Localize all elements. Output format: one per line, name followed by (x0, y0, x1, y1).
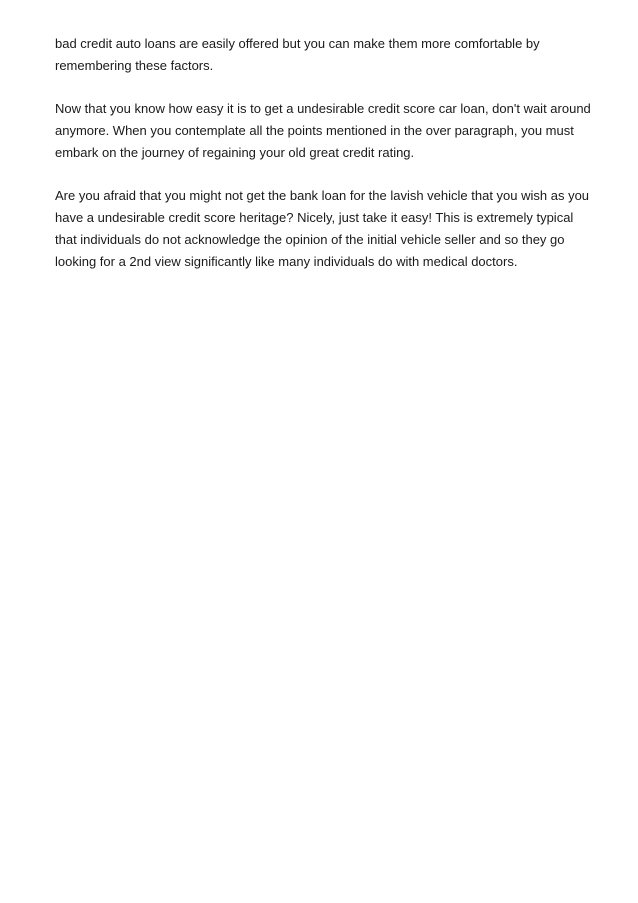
paragraph-2: Now that you know how easy it is to get a undesirable credit score car loan, don't wait around anymore. When you contemplate all the points mentioned in the over paragraph, you must embark on the journey of regaining your old great credit rating. (55, 101, 591, 160)
paragraph-1: bad credit auto loans are easily offered but you can make them more comfortable by remembering these factors. (55, 36, 540, 73)
paragraph-3: Are you afraid that you might not get the bank loan for the lavish vehicle that you wish as you have a undesirable credit score heritage? Nicely, just take it easy! This is extremely typical that individuals do not acknowledge the opinion of the initial vehicle seller and so they go looking for a 2nd view significantly like many individuals do with medical doctors. (55, 188, 590, 269)
document-body (55, 33, 595, 273)
